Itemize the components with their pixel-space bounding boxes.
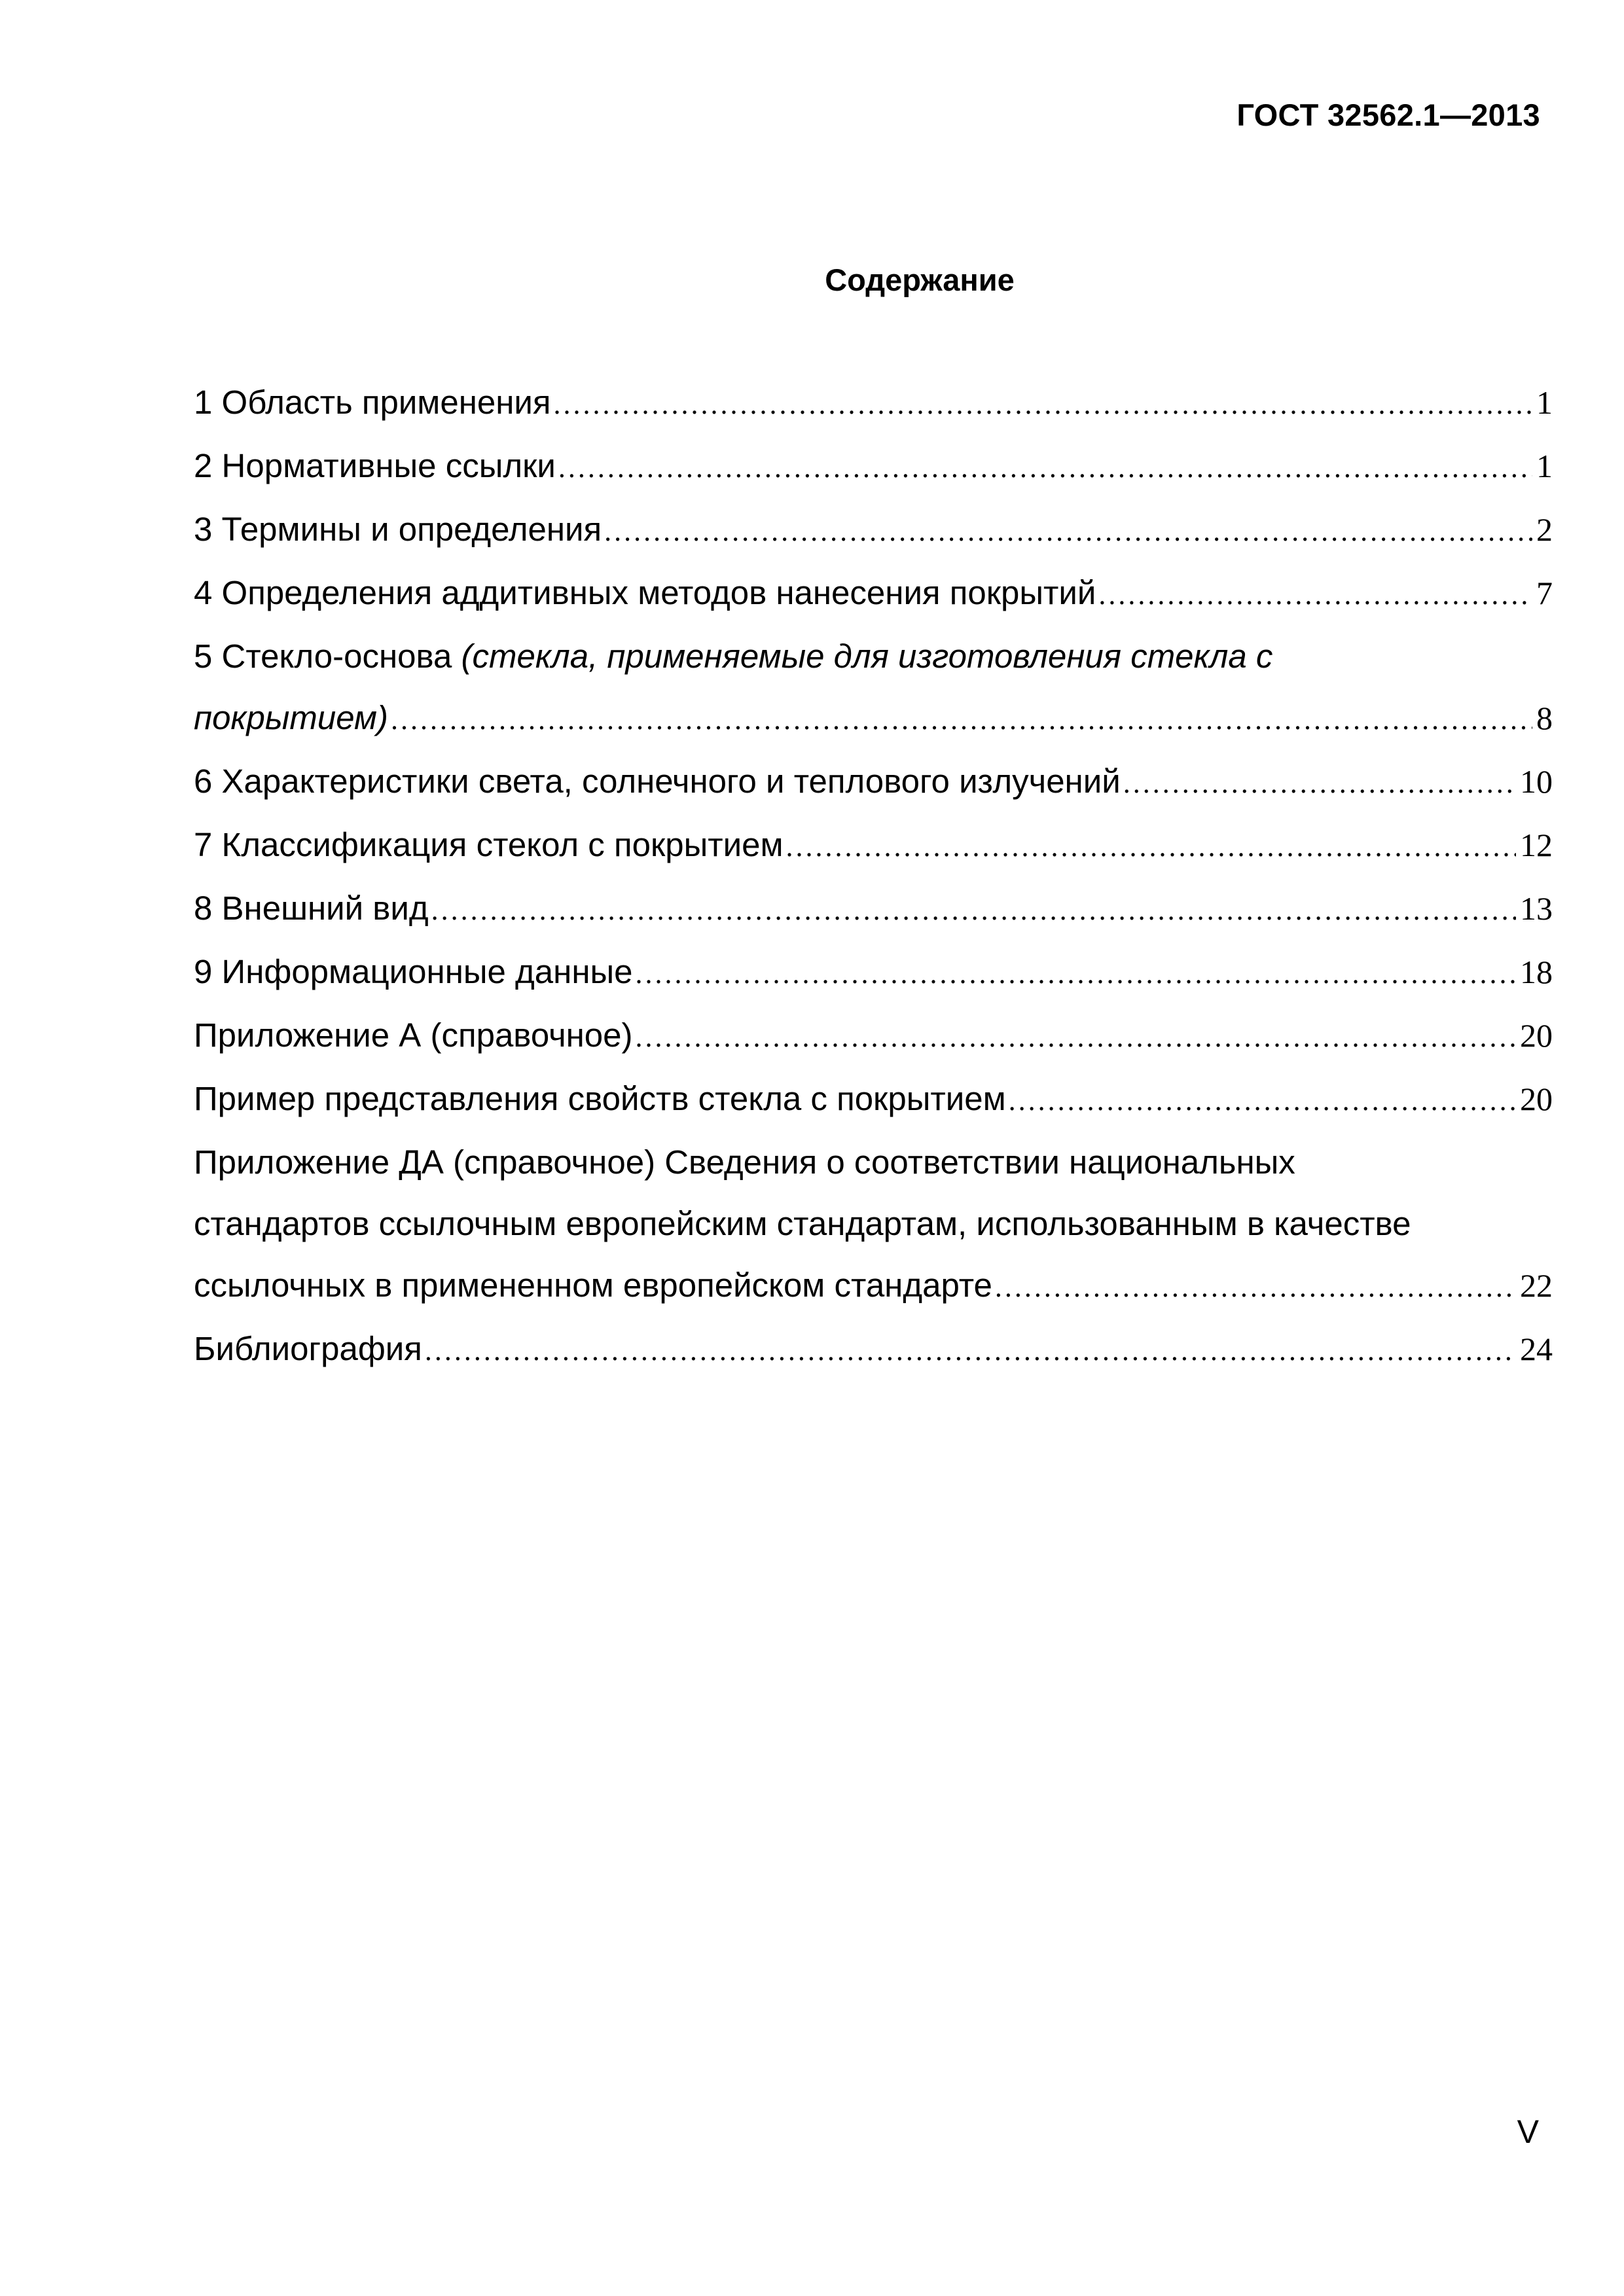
toc-page-number: 8 [1536, 700, 1553, 736]
toc-entry-title: Библиография [194, 1330, 422, 1367]
dot-leader [431, 880, 1516, 941]
toc-entry[interactable] [194, 751, 1553, 814]
toc-page-number: 10 [1520, 763, 1553, 800]
toc-entry[interactable] [194, 435, 1553, 499]
document-code: ГОСТ 32562.1—2013 [1236, 98, 1540, 132]
toc-entry[interactable] [194, 1318, 1553, 1382]
toc-page-number: 22 [1520, 1267, 1553, 1304]
toc-entry-title: 5 Стекло-основа [194, 637, 461, 675]
toc-entry[interactable] [194, 372, 1553, 435]
toc-entry-title: 9 Информационные данные [194, 953, 633, 990]
dot-leader [1098, 564, 1532, 626]
toc-entry[interactable] [194, 1005, 1553, 1068]
toc-entry[interactable] [194, 941, 1553, 1005]
toc-entry-subtitle-cont: покрытием) [194, 699, 388, 736]
toc-entry-title-cont: стандартов ссылочным европейским стандартам, использованным в качестве [194, 1205, 1411, 1242]
toc-entry[interactable] [194, 499, 1553, 562]
toc-entry[interactable] [194, 814, 1553, 878]
toc-page-number: 20 [1520, 1017, 1553, 1054]
toc-page-number: 1 [1536, 448, 1553, 484]
toc-page-number: 12 [1520, 827, 1553, 863]
toc-entry-title: 3 Термины и определения [194, 511, 602, 548]
toc-entry-title: Пример представления свойств стекла с покрытием [194, 1080, 1006, 1117]
dot-leader [554, 374, 1532, 435]
toc-page-number: 18 [1520, 954, 1553, 990]
toc-entry-title: 7 Классификация стекол с покрытием [194, 826, 784, 863]
dot-leader [995, 1257, 1516, 1318]
toc-entry-title: 6 Характеристики света, солнечного и теплового излучений [194, 762, 1121, 800]
toc-entry[interactable] [194, 1068, 1553, 1132]
dot-leader [558, 437, 1532, 499]
dot-leader [604, 501, 1532, 562]
toc-entry-title: 4 Определения аддитивных методов нанесения покрытий [194, 574, 1096, 611]
toc-entry-title: 1 Область применения [194, 384, 551, 421]
dot-leader [391, 689, 1532, 751]
toc-page-number: 7 [1536, 575, 1553, 611]
dot-leader [636, 943, 1516, 1005]
toc-title: Содержание [825, 262, 1015, 297]
dot-leader [786, 816, 1516, 878]
toc-entry[interactable] [194, 1132, 1553, 1318]
page-number: V [1517, 2113, 1539, 2150]
toc-entry[interactable] [194, 562, 1553, 626]
toc-entry-title: Приложение А (справочное) [194, 1016, 633, 1054]
toc-page-number: 13 [1520, 890, 1553, 927]
toc-page-number: 20 [1520, 1081, 1553, 1117]
toc-entry-title: 2 Нормативные ссылки [194, 447, 556, 484]
toc-entry[interactable] [194, 878, 1553, 941]
toc-page-number: 2 [1536, 511, 1553, 548]
toc-entry-title: 8 Внешний вид [194, 889, 429, 927]
toc-entry-subtitle: (стекла, применяемые для изготовления стекла с [461, 637, 1273, 675]
table-of-contents [194, 372, 1553, 1382]
dot-leader [425, 1320, 1516, 1382]
toc-page-number: 1 [1536, 384, 1553, 421]
toc-page-number: 24 [1520, 1331, 1553, 1367]
dot-leader [1123, 753, 1516, 814]
dot-leader [636, 1007, 1516, 1068]
toc-entry-title-cont: ссылочных в примененном европейском стандарте [194, 1266, 992, 1304]
dot-leader [1009, 1070, 1516, 1132]
toc-entry-title: Приложение ДА (справочное) Сведения о соответствии национальных [194, 1143, 1295, 1181]
toc-entry[interactable] [194, 626, 1553, 751]
